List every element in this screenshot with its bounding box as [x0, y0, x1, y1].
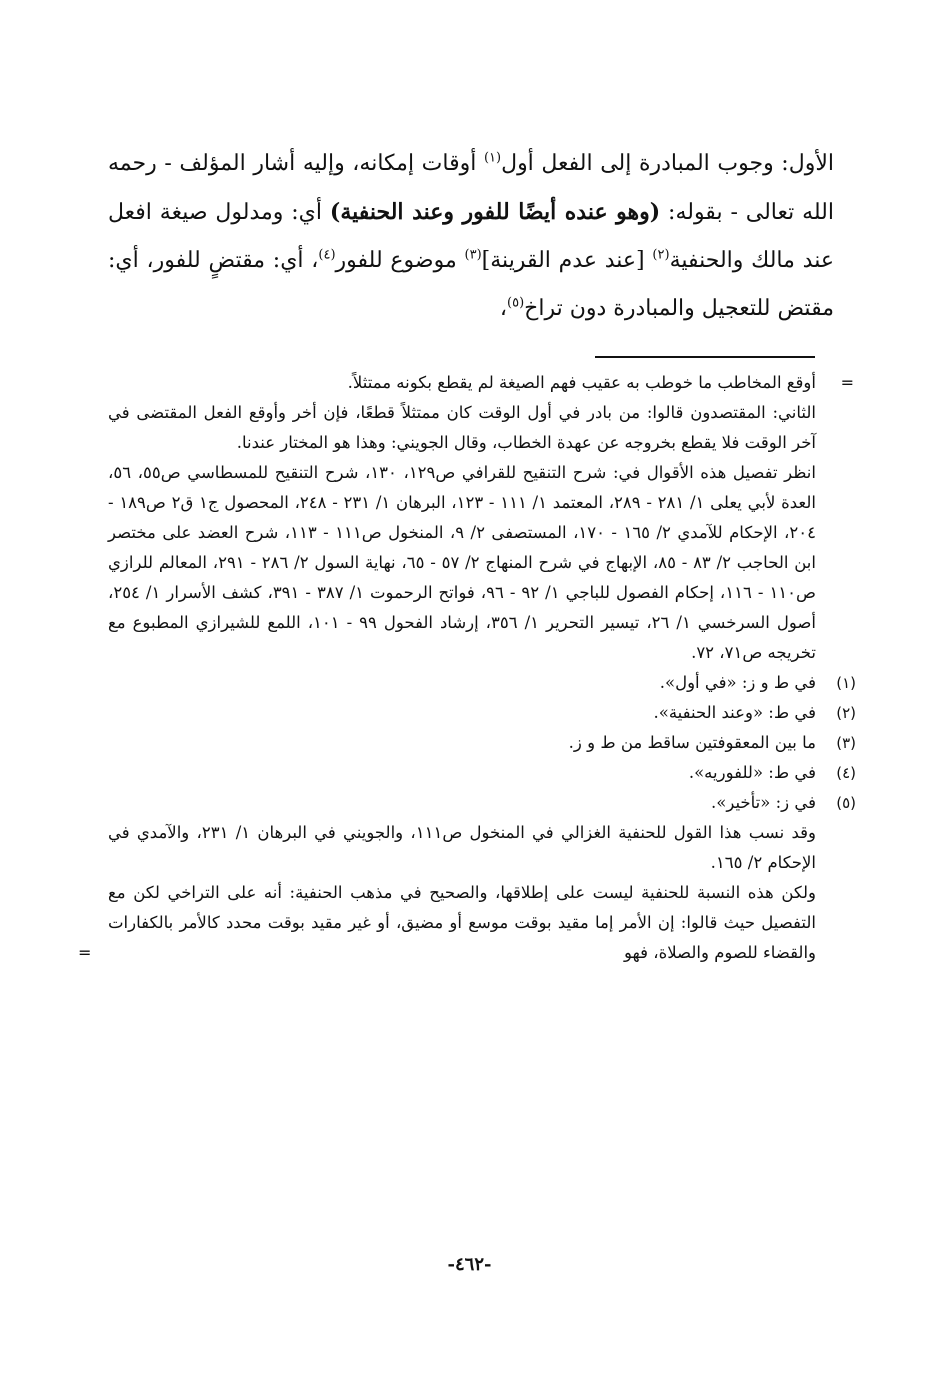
footnote-ref-1[interactable]: (١) — [483, 150, 502, 166]
footnote-text: في ط: «وعند الحنفية». — [653, 703, 816, 722]
main-text-segment: الأول: وجوب المبادرة إلى الفعل أول — [501, 151, 834, 176]
footnote-text: في ط و ز: «في أول». — [659, 673, 816, 692]
footnote-ref-4[interactable]: (٤) — [318, 247, 336, 263]
footnote-5-detail — [78, 878, 816, 968]
footnote-number: (٥) — [836, 794, 856, 812]
footnote-continuation — [108, 368, 854, 398]
footnote-text: أوقع المخاطب ما خوطب به عقيب فهم الصيغة لم يقطع بكونه ممتثلاً. — [347, 373, 816, 392]
footnote-ref-3[interactable]: (٣) — [464, 247, 482, 263]
continuation-mark: = — [78, 943, 92, 962]
footnote-text: ما بين المعقوفتين ساقط من ط و ز. — [568, 733, 816, 752]
footnote-text: في ز: «تأخير». — [711, 793, 816, 812]
footnote-paragraph: الثاني: المقتصدون قالوا: من بادر في أول الوقت كان ممتثلاً قطعًا، فإن أخر وأوقع الفعل المقتضى في آخر الوقت فلا يقطع بخروجه عن عهدة الخطاب، وقال الجويني: وهذا هو المختار عندنا. — [108, 403, 816, 452]
footnote-text: في ط: «للفوريه». — [688, 763, 816, 782]
footnote-5-detail: وقد نسب هذا القول للحنفية الغزالي في المنخول ص١١١، والجويني في البرهان ١/ ٢٣١، والآمدي في الإحكام ٢/ ١٦٥. — [108, 823, 816, 872]
main-text — [108, 140, 834, 333]
footnote-1 — [108, 668, 856, 698]
main-text-segment: ، — [499, 296, 508, 321]
footnote-ref-2[interactable]: (٢) — [652, 247, 670, 263]
main-text-segment: ، أي: مقتضٍ للفور، أي: مقتض للتعجيل والمبادرة دون تراخ — [108, 248, 834, 321]
footnote-separator — [595, 356, 815, 358]
footnote-references: انظر تفصيل هذه الأقوال في: شرح التنقيح للقرافي ص١٢٩، ١٣٠، شرح التنقيح للمسطاسي ص٥٥، ٥٦، العدة لأبي يعلى ١/ ٢٨١ - ٢٨٩، المعتمد ١/ ١١١ - ١٢٣، البرهان ١/ ٢٣١ - ٢٤٨، المحصول ج١ ق٢ ص١٨٩ - ٢٠٤، الإحكام للآمدي ٢/ ١٦٥ - ١٧٠، المستصفى ٢/ ٩، المنخول ص١١١ - ١١٣، شرح العضد على مختصر ابن الحاجب ٢/ ٨٣ - ٨٥، الإبهاج في شرح المنهاج ٢/ ٥٧ - ٦٥، نهاية السول ٢/ ٢٨٦ - ٢٩١، المعالم للرازي ص١١٠ - ١١٦، إحكام الفصول للباجي ١/ ٩٢ - ٩٦، فواتح الرحموت ١/ ٣٨٧ - ٣٩١، كشف الأسرار ١/ ٢٥٤، أصول السرخسي ١/ ٢٦، تيسير التحرير ١/ ٣٥٦، إرشاد الفحول ٩٩ - ١٠١، اللمع للشيرازي المطبوع مع تخريجه ص٧١، ٧٢. — [108, 463, 816, 662]
page-number: -٤٦٢- — [447, 1254, 492, 1275]
footnotes — [78, 368, 856, 968]
main-paragraph — [108, 140, 834, 333]
footnote-number: (١) — [836, 674, 856, 692]
footnote-2 — [108, 698, 856, 728]
footnote-5 — [108, 788, 856, 818]
footnote-3 — [108, 728, 856, 758]
footnote-number: (٣) — [836, 734, 856, 752]
main-text-segment: موضوع للفور — [335, 248, 465, 273]
footnote-ref-5[interactable]: (٥) — [507, 295, 525, 311]
continuation-mark: = — [840, 373, 854, 392]
footnote-number: (٤) — [836, 764, 856, 782]
main-text-segment: [عند عدم القرينة] — [481, 248, 653, 273]
footnote-text: ولكن هذه النسبة للحنفية ليست على إطلاقها، والصحيح في مذهب الحنفية: أنه على التراخي لكن مع التفصيل حيث قالوا: إن الأمر إما مقيد بوقت موسع أو مضيق، أو غير مقيد بوقت محدد كالأمر بالكفارات والقضاء للصوم والصلاة، فهو — [108, 883, 816, 962]
main-text-segment: أوقات إمكانه، وإليه أشار المؤلف - رحمه الله تعالى - بقوله: — [108, 151, 835, 225]
footnote-4 — [108, 758, 856, 788]
quoted-matn: (وهو عنده أيضًا للفور وعند الحنفية) — [329, 199, 661, 225]
main-text-segment: أي: ومدلول صيغة افعل عند مالك والحنفية — [108, 200, 834, 273]
footnote-number: (٢) — [836, 704, 856, 722]
